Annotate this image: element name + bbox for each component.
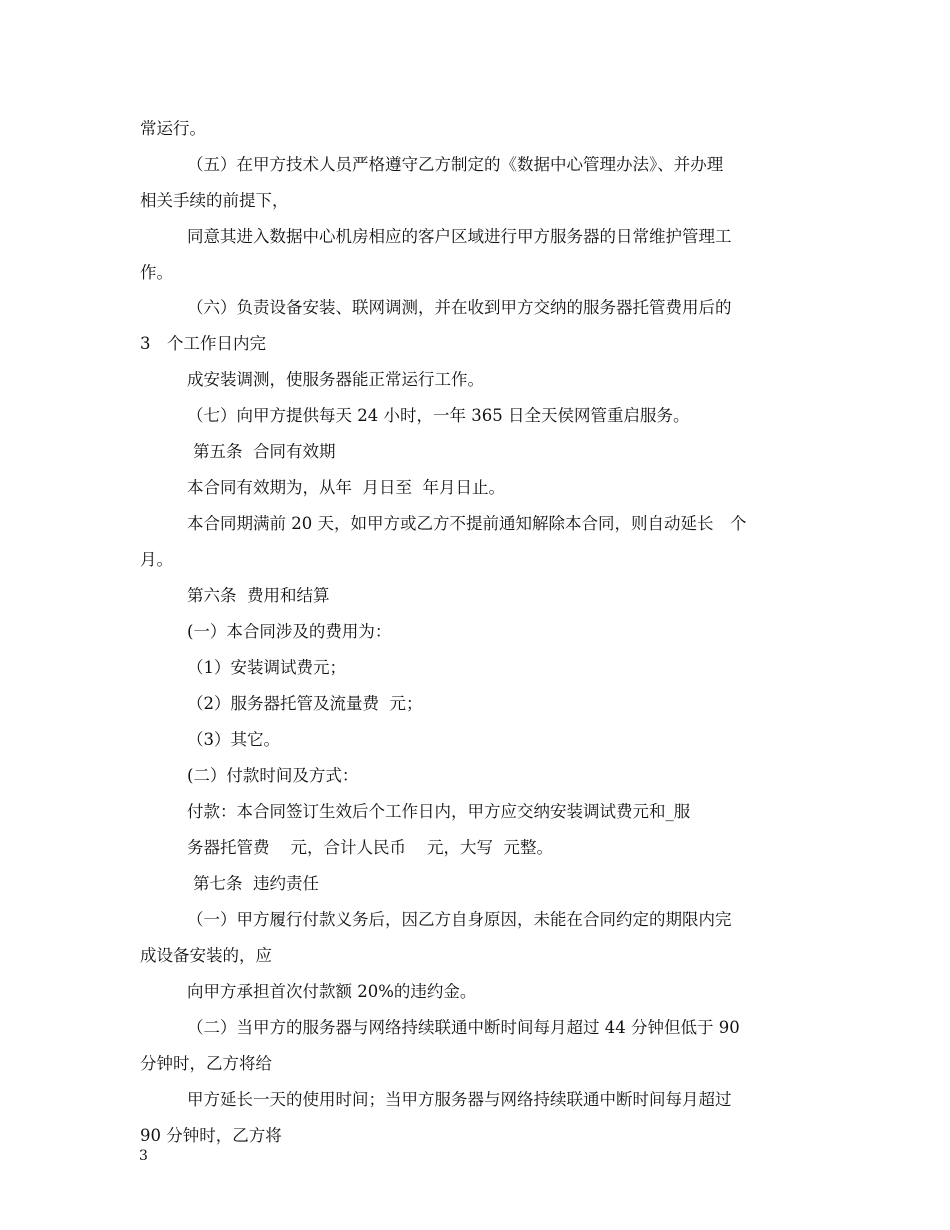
text-line-11: 本合同有效期为，从年 月日至 年月日止。 <box>187 478 505 497</box>
text-line-23: （一）甲方履行付款义务后，因乙方自身原因，未能在合同约定的期限内完 <box>187 910 732 929</box>
text-line-21: 务器托管费 元，合计人民币 元，大写 元整。 <box>187 838 553 857</box>
text-line-27: 分钟时，乙方将给 <box>140 1054 272 1073</box>
text-line-18: （3）其它。 <box>187 730 280 749</box>
text-line-13: 月。 <box>140 550 173 569</box>
text-line-16: （1）安装调试费元； <box>187 658 346 677</box>
text-line-8: 成安装调测，使服务器能正常运行工作。 <box>187 370 484 389</box>
text-line-6: （六）负责设备安装、联网调测，并在收到甲方交纳的服务器托管费用后的 <box>187 298 732 317</box>
text-line-1: 常运行。 <box>140 119 206 138</box>
text-line-24: 成设备安装的，应 <box>140 946 272 965</box>
section-heading-6: 第六条 费用和结算 <box>187 586 330 605</box>
text-line-26: （二）当甲方的服务器与网络持续联通中断时间每月超过 44 分钟但低于 90 <box>187 1018 740 1037</box>
text-line-17: （2）服务器托管及流量费 元； <box>187 694 423 713</box>
text-line-3: 相关手续的前提下， <box>140 191 289 210</box>
text-line-12: 本合同期满前 20 天，如甲方或乙方不提前通知解除本合同，则自动延长 个 <box>187 514 747 533</box>
text-line-4: 同意其进入数据中心机房相应的客户区域进行甲方服务器的日常维护管理工 <box>187 227 732 246</box>
text-line-29: 90 分钟时，乙方将 <box>140 1126 282 1145</box>
text-line-9: （七）向甲方提供每天 24 小时，一年 365 日全天侯网管重启服务。 <box>187 406 690 425</box>
text-line-5: 作。 <box>140 263 173 282</box>
text-line-2: （五）在甲方技术人员严格遵守乙方制定的《数据中心管理办法》、并办理 <box>187 155 724 174</box>
text-line-20: 付款：本合同签订生效后个工作日内，甲方应交纳安装调试费元和_服 <box>187 802 691 821</box>
text-line-19: (二）付款时间及方式： <box>187 766 359 785</box>
page-number: 3 <box>139 1148 148 1164</box>
text-line-15: (一）本合同涉及的费用为： <box>187 622 392 641</box>
text-line-7: 3 个工作日内完 <box>140 334 266 353</box>
section-heading-7: 第七条 违约责任 <box>193 874 319 893</box>
text-line-28: 甲方延长一天的使用时间；当甲方服务器与网络持续联通中断时间每月超过 <box>187 1090 732 1109</box>
text-line-25: 向甲方承担首次付款额 20%的违约金。 <box>187 982 477 1001</box>
section-heading-5: 第五条 合同有效期 <box>193 442 336 461</box>
